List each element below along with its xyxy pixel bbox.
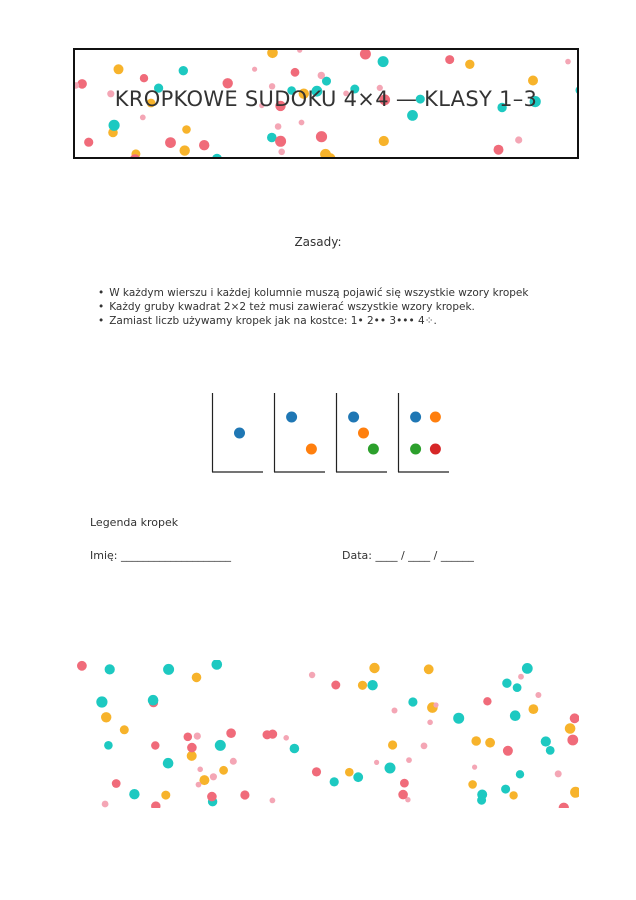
confetti-dot	[433, 702, 438, 707]
confetti-dot	[421, 743, 428, 750]
confetti-dot	[184, 733, 193, 742]
confetti-dot	[252, 67, 257, 72]
confetti-dot	[570, 787, 579, 798]
confetti-dot	[194, 733, 201, 740]
confetti-dot	[385, 763, 396, 774]
legend-dot	[368, 444, 379, 455]
confetti-dot	[465, 60, 474, 69]
confetti-dot	[199, 140, 209, 150]
confetti-dot	[555, 770, 562, 777]
confetti-dot	[392, 708, 398, 714]
confetti-dot	[516, 770, 524, 778]
confetti-dot	[104, 741, 113, 750]
confetti-dot	[140, 115, 146, 121]
confetti-dot	[468, 780, 477, 789]
confetti-dot	[541, 736, 551, 746]
confetti-dot	[345, 768, 354, 777]
confetti-dot	[163, 664, 174, 675]
confetti-dot	[320, 149, 331, 159]
confetti-dot	[485, 738, 495, 748]
confetti-dot	[230, 758, 237, 765]
date-field: Data: ____ / ____ / ______	[342, 549, 474, 562]
confetti-dot	[129, 789, 139, 799]
confetti-dot	[408, 697, 417, 706]
legend-dot	[410, 412, 421, 423]
confetti-dot	[140, 74, 148, 82]
confetti-dot	[518, 674, 524, 680]
legend-dot	[234, 428, 245, 439]
confetti-dot	[570, 713, 579, 723]
confetti-dot	[331, 681, 340, 690]
confetti-dot	[148, 695, 159, 706]
confetti-dot	[379, 136, 389, 146]
confetti-dot	[501, 785, 510, 794]
confetti-dot	[427, 720, 433, 726]
confetti-dot	[210, 773, 217, 780]
confetti-dot	[453, 713, 464, 724]
confetti-dot	[179, 66, 188, 75]
confetti-dot	[84, 138, 93, 147]
confetti-dot	[161, 791, 170, 800]
confetti-dot	[398, 790, 408, 800]
confetti-dot	[445, 55, 454, 64]
confetti-dot	[299, 120, 305, 126]
worksheet-title: KROPKOWE SUDOKU 4×4 — KLASY 1–3	[114, 87, 538, 111]
confetti-dot	[212, 660, 223, 670]
confetti-dot	[114, 64, 124, 74]
confetti-dot	[270, 798, 276, 804]
confetti-dot	[388, 740, 397, 749]
confetti-dot	[226, 728, 236, 738]
rule-item: • W każdym wierszu i każdej kolumnie muszą pojawić się wszystkie wzory kropek	[98, 286, 528, 300]
confetti-dot	[219, 766, 228, 775]
confetti-dot	[374, 760, 379, 765]
legend-dot	[348, 412, 359, 423]
confetti-dot	[369, 663, 379, 673]
confetti-dot	[240, 790, 249, 799]
confetti-dot	[330, 777, 339, 786]
confetti-dot	[567, 735, 578, 746]
confetti-dot	[513, 683, 522, 692]
confetti-dot	[407, 110, 418, 121]
confetti-dot	[290, 744, 300, 754]
confetti-dot	[96, 696, 107, 707]
confetti-decoration-bottom	[73, 660, 579, 808]
confetti-dot	[510, 710, 521, 721]
rule-item: • Każdy gruby kwadrat 2×2 też musi zawierać wszystkie wzory kropek.	[98, 300, 528, 314]
confetti-dot	[187, 751, 197, 761]
legend-dot	[306, 444, 317, 455]
confetti-dot	[182, 125, 191, 134]
confetti-dot	[472, 765, 477, 770]
confetti-dot	[378, 56, 389, 67]
confetti-dot	[546, 746, 555, 755]
confetti-dot	[565, 723, 576, 734]
confetti-dot	[180, 145, 190, 155]
confetti-dot	[215, 740, 226, 751]
confetti-dot	[353, 772, 363, 782]
dot-pattern-legend	[200, 385, 460, 480]
rules-heading: Zasady:	[294, 235, 342, 249]
title-banner	[73, 48, 579, 159]
legend-dot	[410, 444, 421, 455]
confetti-dot	[360, 50, 371, 60]
confetti-dot	[163, 758, 174, 769]
confetti-dot	[101, 712, 111, 722]
confetti-dot	[503, 746, 513, 756]
confetti-dot	[207, 792, 217, 802]
confetti-dot	[275, 136, 286, 147]
confetti-dot	[502, 679, 511, 688]
legend-label: Legenda kropek	[90, 516, 179, 529]
confetti-dot	[151, 801, 160, 808]
confetti-dot	[165, 137, 176, 148]
confetti-dot	[151, 741, 159, 749]
confetti-dot	[267, 50, 278, 58]
confetti-dot	[112, 779, 121, 788]
confetti-dot	[515, 136, 522, 143]
confetti-dot	[316, 131, 327, 142]
confetti-dot	[528, 76, 538, 86]
confetti-dot	[297, 50, 302, 53]
confetti-dot	[196, 782, 202, 788]
confetti-dot	[535, 692, 541, 698]
confetti-dot	[197, 767, 203, 773]
confetti-dot	[131, 149, 140, 158]
confetti-dot	[187, 743, 197, 753]
legend-dot	[358, 428, 369, 439]
legend-dot	[430, 412, 441, 423]
confetti-dot	[494, 145, 504, 155]
rules-list	[98, 286, 528, 328]
confetti-dot	[400, 779, 409, 788]
confetti-dot	[318, 72, 325, 79]
confetti-dot	[522, 663, 533, 674]
legend-dot	[430, 444, 441, 455]
confetti-dot	[559, 803, 569, 808]
confetti-dot	[367, 680, 377, 690]
confetti-dot	[291, 68, 300, 77]
confetti-dot	[102, 801, 109, 808]
confetti-dot	[105, 664, 115, 674]
confetti-dot	[283, 735, 289, 741]
confetti-dot	[483, 697, 491, 705]
confetti-dot	[529, 704, 539, 714]
confetti-dot	[312, 767, 321, 776]
confetti-dot	[424, 664, 434, 674]
confetti-dot	[565, 59, 571, 65]
confetti-dot	[471, 736, 481, 746]
confetti-dot	[358, 681, 367, 690]
confetti-dot	[275, 123, 282, 130]
confetti-dot	[109, 120, 120, 131]
confetti-dot	[509, 791, 517, 799]
confetti-dot	[278, 149, 285, 156]
confetti-dot	[192, 673, 202, 683]
confetti-dot	[309, 672, 315, 678]
rule-item: • Zamiast liczb używamy kropek jak na kostce: 1• 2•• 3••• 4⁘.	[98, 314, 528, 328]
confetti-dot	[120, 725, 129, 734]
confetti-dot	[263, 730, 272, 739]
confetti-dot	[77, 661, 87, 671]
confetti-dot	[212, 154, 222, 159]
confetti-dot	[477, 796, 486, 805]
legend-dot	[286, 412, 297, 423]
confetti-dot	[406, 757, 412, 763]
name-field: Imię: ____________________	[90, 549, 231, 562]
